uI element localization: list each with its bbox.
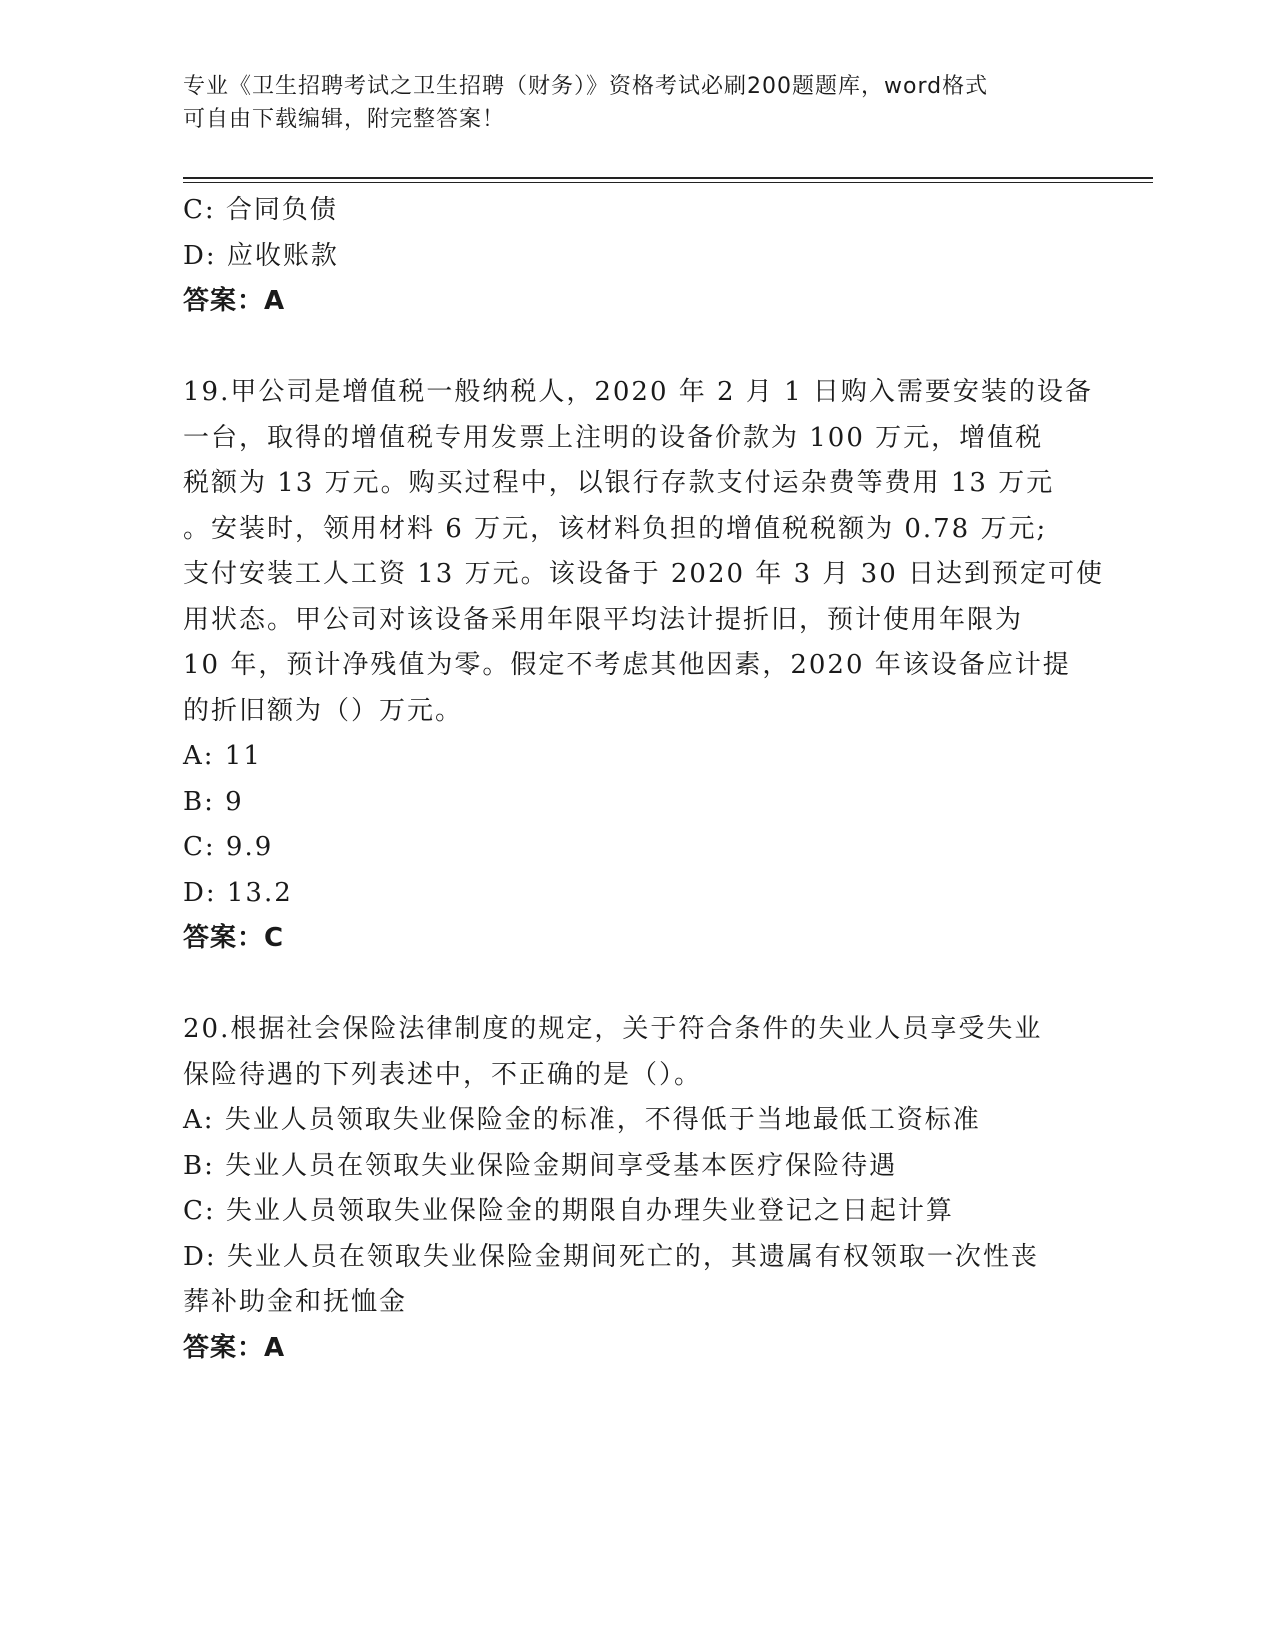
header-line-1: 专业《卫生招聘考试之卫生招聘（财务）》资格考试必刷200题题库，word格式: [183, 74, 989, 99]
question-19-option-b: B: 9: [183, 786, 244, 817]
question-19-option-a: A: 11: [183, 741, 262, 771]
question-19-line: 用状态。甲公司对该设备采用年限平均法计提折旧，预计使用年限为: [183, 604, 1024, 635]
prev-option-d: D: 应收账款: [183, 240, 339, 271]
header-divider-thin: [183, 182, 1153, 183]
question-20-answer: 答案：A: [183, 1332, 286, 1363]
header-line-2: 可自由下载编辑，附完整答案！: [183, 107, 506, 132]
prev-answer: 答案：A: [183, 286, 286, 316]
question-20-line: 20.根据社会保险法律制度的规定，关于符合条件的失业人员享受失业: [183, 1014, 1043, 1044]
document-body: [183, 188, 1104, 1371]
spacer: [183, 962, 1083, 1008]
question-19: [183, 370, 1104, 962]
question-20-option-c: C: 失业人员领取失业保险金的期限自办理失业登记之日起计算: [183, 1196, 954, 1226]
question-19-line: 一台，取得的增值税专用发票上注明的设备价款为 100 万元，增值税: [183, 422, 1044, 453]
page-header: [183, 70, 1063, 136]
question-19-line: 。安装时，领用材料 6 万元，该材料负担的增值税税额为 0.78 万元;: [183, 513, 1048, 544]
question-19-line: 的折旧额为（）万元。: [183, 695, 464, 726]
question-19-answer: 答案：C: [183, 923, 285, 953]
question-20: [183, 1007, 1083, 1371]
question-20-option-d-continued: 葬补助金和抚恤金: [183, 1287, 408, 1317]
question-20-option-a: A: 失业人员领取失业保险金的标准，不得低于当地最低工资标准: [183, 1105, 981, 1135]
question-19-line: 10 年，预计净残值为零。假定不考虑其他因素，2020 年该设备应计提: [183, 650, 1071, 680]
question-19-line: 税额为 13 万元。购买过程中，以银行存款支付运杂费等费用 13 万元: [183, 468, 1055, 498]
spacer: [183, 325, 1083, 371]
question-20-line: 保险待遇的下列表述中，不正确的是（）。: [183, 1059, 703, 1090]
question-19-line: 支付安装工人工资 13 万元。该设备于 2020 年 3 月 30 日达到预定可使: [183, 559, 1104, 589]
question-20-option-d: D: 失业人员在领取失业保险金期间死亡的，其遗属有权领取一次性丧: [183, 1241, 1039, 1272]
question-19-option-c: C: 9.9: [183, 832, 274, 862]
question-19-line: 19.甲公司是增值税一般纳税人，2020 年 2 月 1 日购入需要安装的设备: [183, 377, 1093, 407]
question-19-option-d: D: 13.2: [183, 877, 293, 908]
question-20-option-b: B: 失业人员在领取失业保险金期间享受基本医疗保险待遇: [183, 1150, 898, 1181]
prev-option-c: C: 合同负债: [183, 195, 338, 225]
header-divider-thick: [183, 177, 1153, 179]
